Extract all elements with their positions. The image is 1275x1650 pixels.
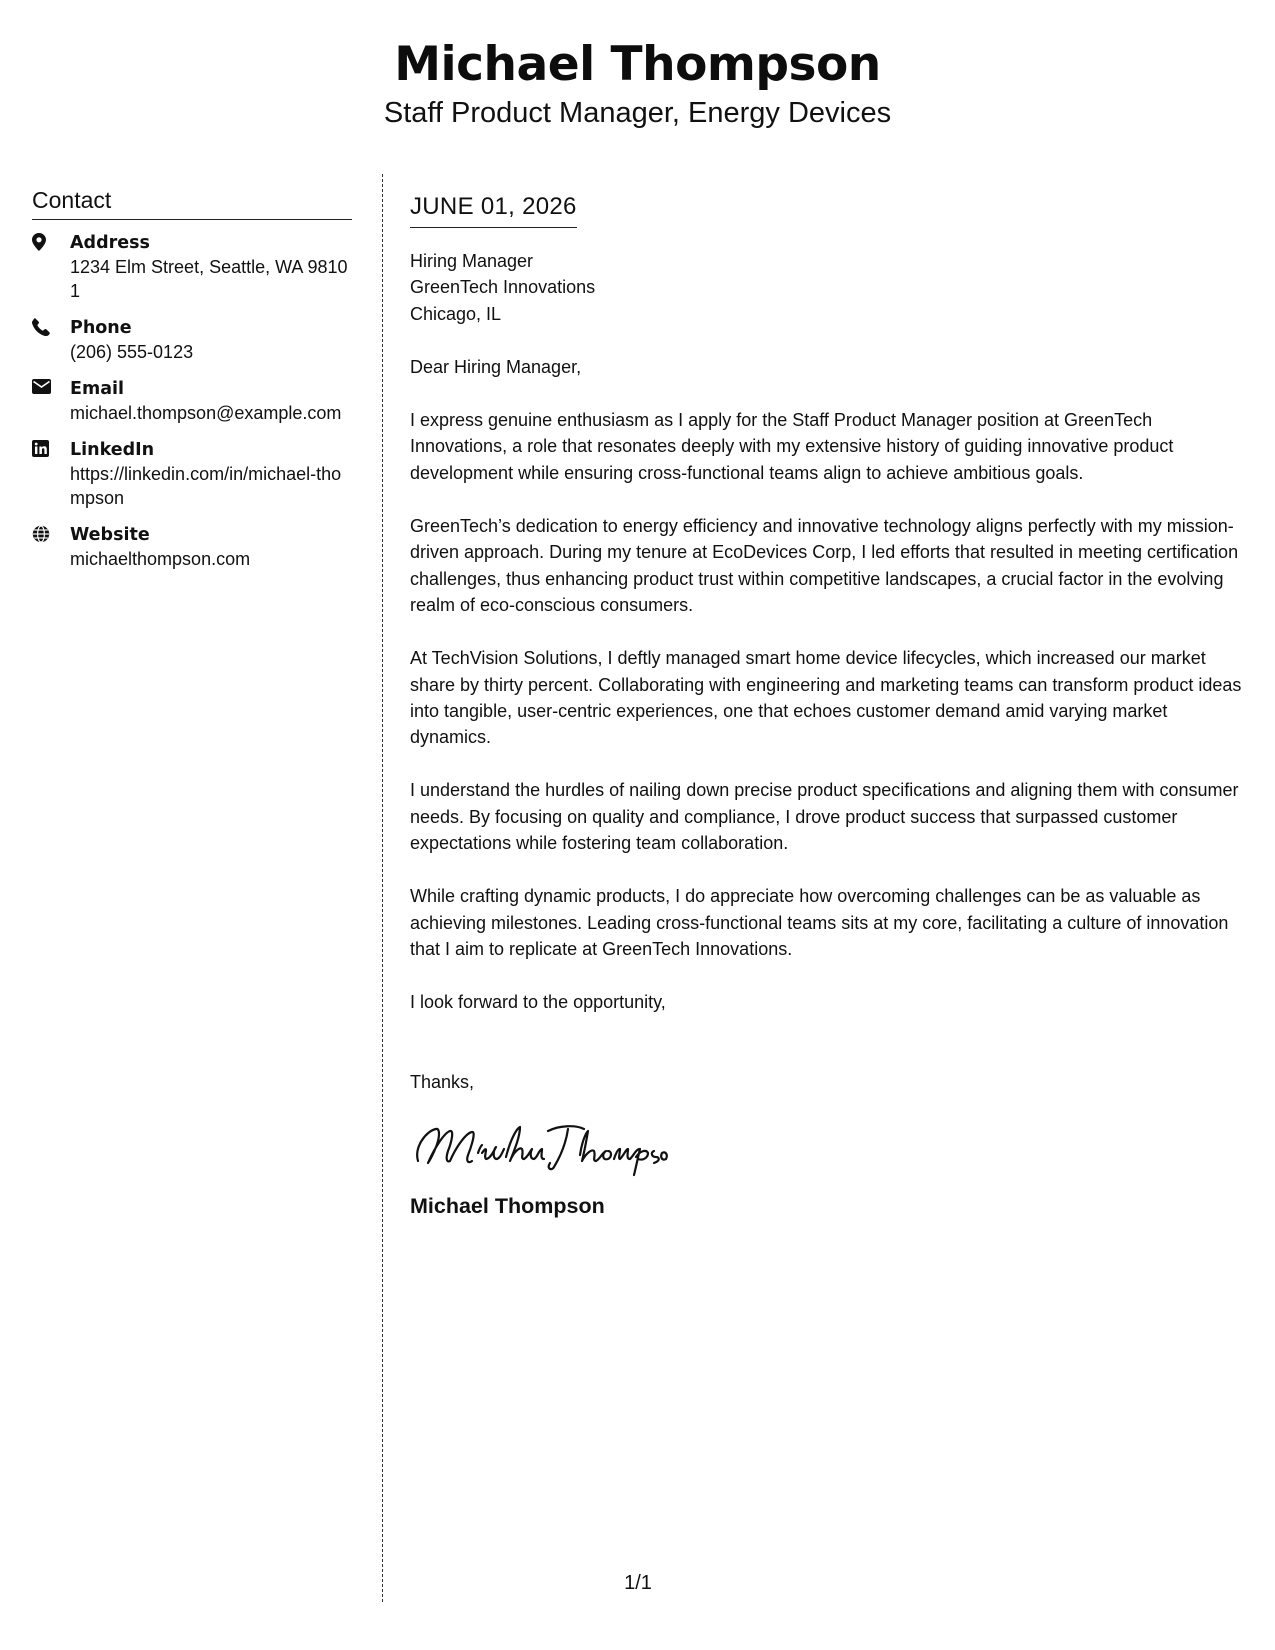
- contact-item-address: [32, 231, 352, 303]
- letter-header: [0, 34, 1275, 130]
- recipient-title: Hiring Manager: [410, 251, 534, 271]
- letter-paragraph: GreenTech’s dedication to energy efficiency and innovative technology aligns perfectly with my mission-driven approach. During my tenure at EcoDevices Corp, I led efforts that resulted in meeting certification challenges, thus enhancing product trust within competitive landscapes, a crucial factor in the evolving realm of eco-conscious consumers.: [410, 516, 1239, 615]
- letter-signoff: Thanks,: [410, 1071, 475, 1092]
- phone-icon: [32, 316, 70, 336]
- contact-sidebar: [32, 186, 352, 584]
- contact-item-email: [32, 377, 352, 425]
- applicant-headline: Staff Product Manager, Energy Devices: [383, 97, 892, 129]
- contact-label-linkedin: LinkedIn: [70, 440, 155, 460]
- contact-value-email[interactable]: michael.thompson@example.com: [70, 403, 342, 423]
- recipient-location: Chicago, IL: [410, 303, 502, 324]
- applicant-name: Michael Thompson: [394, 37, 881, 92]
- contact-label-phone: Phone: [70, 318, 132, 338]
- letter-body: [410, 192, 1250, 1220]
- contact-item-website: [32, 523, 352, 571]
- page-number: 1/1: [624, 1572, 652, 1594]
- letter-paragraph: I express genuine enthusiasm as I apply for the Staff Product Manager position at GreenTech Innovations, a role that resonates deeply with my extensive history of guiding innovative product development while ensuring cross-functional teams align to achieve ambitious goals.: [410, 410, 1174, 483]
- contact-item-linkedin: [32, 438, 352, 510]
- column-divider: [382, 174, 383, 1602]
- letter-closing: I look forward to the opportunity,: [410, 992, 666, 1013]
- contact-section-title: Contact: [32, 186, 352, 220]
- letter-paragraph: At TechVision Solutions, I deftly managed smart home device lifecycles, which increased our market share by thirty percent. Collaborating with engineering and marketing teams can transform product ideas into tangible, user-centric experiences, one that echoes customer demand amid varying market dynamics.: [410, 648, 1242, 748]
- letter-greeting: Dear Hiring Manager,: [410, 356, 582, 377]
- contact-value-website[interactable]: michaelthompson.com: [70, 549, 251, 569]
- handwritten-signature: [410, 1117, 670, 1177]
- contact-list: [32, 231, 352, 571]
- envelope-icon: [32, 377, 70, 394]
- contact-label-email: Email: [70, 379, 124, 399]
- recipient-block: [410, 248, 1250, 327]
- letter-paragraph: While crafting dynamic products, I do appreciate how overcoming challenges can be as valuable as achieving milestones. Leading cross-functional teams sits at my core, facilitating a culture of innovation that I aim to replicate at GreenTech Innovations.: [410, 886, 1229, 959]
- contact-item-phone: [32, 316, 352, 364]
- contact-label-website: Website: [70, 525, 150, 545]
- contact-label-address: Address: [70, 233, 150, 253]
- map-pin-icon: [32, 231, 70, 251]
- contact-value-phone: (206) 555-0123: [70, 342, 194, 362]
- globe-icon: [32, 523, 70, 543]
- signer-name: Michael Thompson: [410, 1193, 605, 1218]
- contact-value-linkedin[interactable]: https://linkedin.com/in/michael-thompson: [70, 464, 342, 508]
- contact-value-address: 1234 Elm Street, Seattle, WA 98101: [70, 257, 348, 301]
- letter-paragraph: I understand the hurdles of nailing down precise product specifications and aligning them with consumer needs. By focusing on quality and compliance, I drove product success that surpassed customer expectations while fostering team collaboration.: [410, 780, 1239, 854]
- recipient-company: GreenTech Innovations: [410, 277, 596, 298]
- linkedin-icon: [32, 438, 70, 457]
- letter-date: JUNE 01, 2026: [410, 192, 577, 228]
